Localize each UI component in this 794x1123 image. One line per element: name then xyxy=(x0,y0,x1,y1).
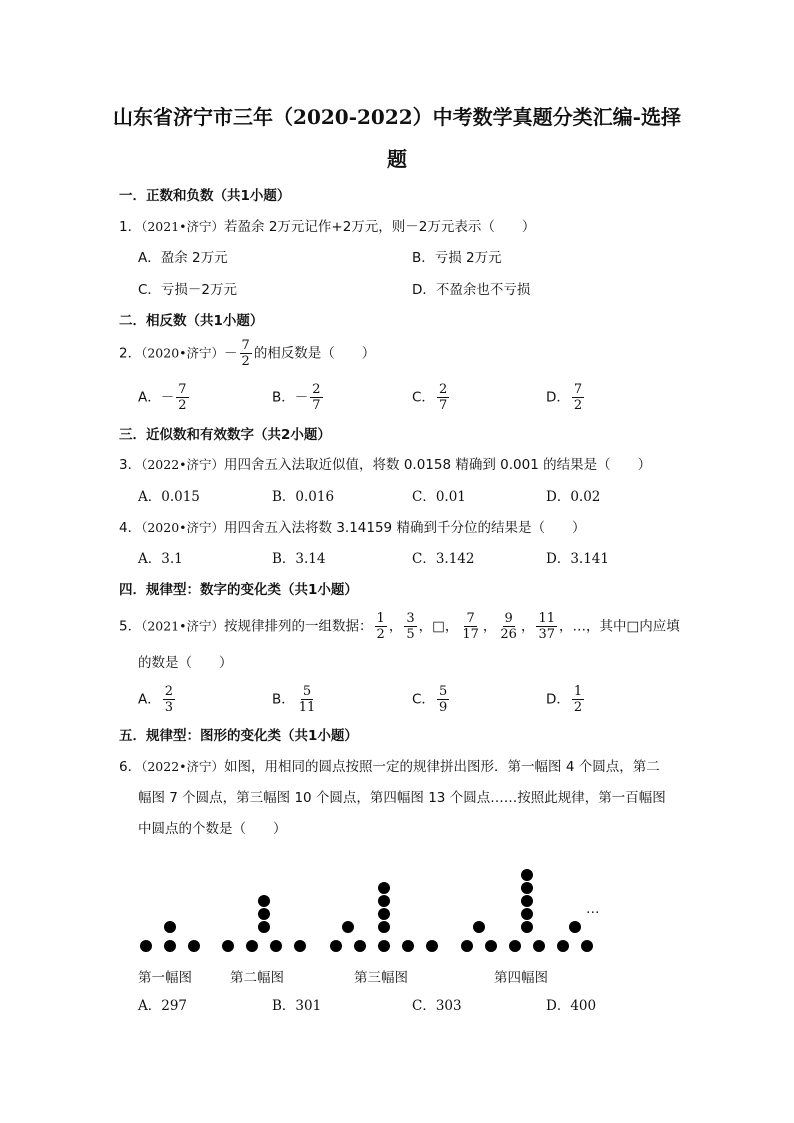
pattern-dot xyxy=(164,921,176,933)
fraction xyxy=(437,382,449,413)
section-heading: 五．规律型：图形的变化类（共1小题） xyxy=(119,728,358,744)
fraction xyxy=(297,684,318,715)
fraction xyxy=(437,684,449,715)
option-c: C．303 xyxy=(412,998,462,1014)
fraction xyxy=(572,684,584,715)
pattern-dot xyxy=(426,940,438,952)
denominator: 7 xyxy=(438,398,448,413)
question-text: 的相反数是（ ） xyxy=(253,345,376,362)
pattern-dot xyxy=(485,940,497,952)
option-label: A． xyxy=(138,691,161,708)
question-5 xyxy=(119,611,680,642)
option-a: A．3.1 xyxy=(138,551,183,567)
denominator: 5 xyxy=(406,627,415,642)
question-number: 6． xyxy=(119,759,142,775)
question-source: （2022•济宁） xyxy=(141,759,225,774)
fraction xyxy=(176,382,188,413)
option-d: D．0.02 xyxy=(546,489,601,505)
sequence-fraction xyxy=(536,611,557,642)
document-title-line2: 题 xyxy=(387,147,407,171)
option-b xyxy=(272,684,319,715)
denominator: 9 xyxy=(438,700,448,715)
pattern-dot xyxy=(258,895,270,907)
pattern-dot xyxy=(270,940,282,952)
pattern-dot xyxy=(258,908,270,920)
option-d xyxy=(546,684,586,715)
fraction-sign: － xyxy=(160,389,175,406)
pattern-dot xyxy=(521,882,533,894)
option-d: D．400 xyxy=(546,998,597,1014)
fraction-sign: － xyxy=(224,345,238,362)
sequence-fraction xyxy=(460,611,481,642)
sequence-fraction xyxy=(498,611,519,642)
pattern-dot xyxy=(461,940,473,952)
pattern-dot xyxy=(258,921,270,933)
pattern-dot xyxy=(378,940,390,952)
numerator: 2 xyxy=(164,684,174,699)
pattern-dot xyxy=(378,895,390,907)
pattern-dot xyxy=(402,940,414,952)
question-6 xyxy=(119,757,660,777)
option-label: C． xyxy=(412,691,435,708)
numerator: 2 xyxy=(438,382,448,397)
numerator: 7 xyxy=(178,382,187,397)
numerator: 5 xyxy=(438,684,448,699)
pattern-dot xyxy=(378,908,390,920)
figure-label-3: 第三幅图 xyxy=(354,970,408,986)
document-title-line1: 山东省济宁市三年（2020-2022）中考数学真题分类汇编-选择 xyxy=(113,105,681,129)
dot-pattern-figure xyxy=(120,845,620,995)
numerator: 1 xyxy=(573,684,583,699)
sequence-fraction xyxy=(404,611,416,642)
denominator: 3 xyxy=(164,700,174,715)
separator: ， xyxy=(482,618,497,635)
figure-label-1: 第一幅图 xyxy=(138,970,192,986)
option-label: A． xyxy=(138,389,161,406)
question-source: （2021•济宁） xyxy=(141,618,225,634)
section-heading: 四．规律型：数字的变化类（共1小题） xyxy=(119,582,358,598)
option-d xyxy=(546,382,586,413)
question-4 xyxy=(119,518,585,538)
pattern-dot xyxy=(521,908,533,920)
numerator: 3 xyxy=(406,611,415,626)
option-c xyxy=(412,382,451,413)
option-a: A．盈余 2万元 xyxy=(138,250,228,266)
option-label: B． xyxy=(272,691,295,708)
section-heading: 三．近似数和有效数字（共2小题） xyxy=(119,427,331,443)
option-c: C．0.01 xyxy=(412,489,466,505)
pattern-dot xyxy=(521,921,533,933)
figure-label-4: 第四幅图 xyxy=(494,970,548,986)
question-source: （2020•济宁） xyxy=(141,520,225,535)
section-heading: 二．相反数（共1小题） xyxy=(119,313,264,329)
question-text: 按规律排列的一组数据： xyxy=(224,618,373,635)
fraction xyxy=(572,382,584,413)
numerator: 7 xyxy=(241,338,250,353)
pattern-dot xyxy=(521,895,533,907)
pattern-dot xyxy=(521,869,533,881)
question-source: （2022•济宁） xyxy=(141,457,225,472)
denominator: 17 xyxy=(462,627,479,642)
pattern-dot xyxy=(569,921,581,933)
numerator: 9 xyxy=(504,611,513,626)
option-label: D． xyxy=(546,691,570,708)
option-b: B．亏损 2万元 xyxy=(412,250,502,266)
separator: ， xyxy=(520,618,535,635)
pattern-dot xyxy=(473,921,485,933)
ellipsis: … xyxy=(586,901,600,917)
fraction-sign: － xyxy=(294,389,309,406)
pattern-dot xyxy=(378,882,390,894)
option-a xyxy=(138,684,177,715)
option-label: C． xyxy=(412,389,435,406)
numerator: 1 xyxy=(376,611,385,626)
numerator: 5 xyxy=(302,684,312,699)
denominator: 2 xyxy=(178,398,187,413)
question-source: （2021•济宁） xyxy=(141,219,225,234)
question-number: 5． xyxy=(119,618,142,635)
pattern-dot xyxy=(581,940,593,952)
denominator: 37 xyxy=(538,627,555,642)
section-heading: 一．正数和负数（共1小题） xyxy=(119,188,291,204)
option-label: D． xyxy=(546,389,570,406)
question-1 xyxy=(119,217,535,237)
denominator: 2 xyxy=(573,700,583,715)
pattern-dot xyxy=(354,940,366,952)
question-2 xyxy=(119,338,375,369)
fraction xyxy=(310,382,322,413)
pattern-dot xyxy=(164,940,176,952)
question-number: 4． xyxy=(119,520,142,536)
question-5-line2: 的数是（ ） xyxy=(138,655,233,671)
denominator: 7 xyxy=(312,398,321,413)
option-d: D．不盈余也不亏损 xyxy=(412,282,531,298)
question-text: 若盈余 2万元记作+2万元，则－2万元表示（ ） xyxy=(224,219,536,235)
denominator: 2 xyxy=(241,354,250,369)
option-a xyxy=(138,382,191,413)
fraction xyxy=(240,338,252,369)
option-b: B．3.14 xyxy=(272,551,326,567)
dot-pattern-svg xyxy=(120,845,620,960)
pattern-dot xyxy=(246,940,258,952)
question-text: 用四舍五入法取近似值，将数 0.0158 精确到 0.001 的结果是（ ） xyxy=(224,457,652,473)
separator: ， xyxy=(418,618,433,635)
numerator: 7 xyxy=(573,382,583,397)
option-a: A．297 xyxy=(138,998,188,1014)
option-label: B． xyxy=(272,389,295,406)
pattern-dot xyxy=(294,940,306,952)
pattern-dot xyxy=(509,940,521,952)
figure-label-2: 第二幅图 xyxy=(230,970,284,986)
pattern-dot xyxy=(533,940,545,952)
fraction xyxy=(163,684,175,715)
question-number: 3． xyxy=(119,457,142,473)
question-text: 如图，用相同的圆点按照一定的规律拼出图形．第一幅图 4 个圆点，第二 xyxy=(224,759,660,775)
pattern-dot xyxy=(342,921,354,933)
numerator: 2 xyxy=(312,382,321,397)
numerator: 11 xyxy=(538,611,555,626)
separator: ， xyxy=(444,618,459,635)
question-text: 用四舍五入法将数 3.14159 精确到千分位的结果是（ ） xyxy=(224,520,586,536)
question-number: 1． xyxy=(119,219,142,235)
denominator: 11 xyxy=(298,700,316,715)
blank-box: □ xyxy=(432,618,445,635)
option-b xyxy=(272,382,325,413)
sequence-fraction xyxy=(375,611,387,642)
option-b: B．301 xyxy=(272,998,322,1014)
option-a: A．0.015 xyxy=(138,489,200,505)
question-number: 2． xyxy=(119,345,142,362)
question-text-tail: ，…，其中□内应填 xyxy=(559,618,680,635)
pattern-dot xyxy=(557,940,569,952)
question-6-line3: 中圆点的个数是（ ） xyxy=(138,821,287,837)
question-6-line2: 幅图 7 个圆点，第三幅图 10 个圆点，第四幅图 13 个圆点……按照此规律，第一百幅图 xyxy=(138,790,666,806)
option-c: C．亏损－2万元 xyxy=(138,282,238,298)
option-d: D．3.141 xyxy=(546,551,609,567)
denominator: 26 xyxy=(500,627,517,642)
option-b: B．0.016 xyxy=(272,489,335,505)
denominator: 2 xyxy=(376,627,385,642)
question-source: （2020•济宁） xyxy=(141,345,225,361)
numerator: 7 xyxy=(466,611,475,626)
option-c: C．3.142 xyxy=(412,551,475,567)
pattern-dot xyxy=(222,940,234,952)
denominator: 2 xyxy=(573,398,583,413)
pattern-dot xyxy=(188,940,200,952)
question-3 xyxy=(119,455,651,475)
separator: ， xyxy=(388,618,403,635)
pattern-dot xyxy=(140,940,152,952)
pattern-dot xyxy=(330,940,342,952)
option-c xyxy=(412,684,451,715)
pattern-dot xyxy=(378,921,390,933)
